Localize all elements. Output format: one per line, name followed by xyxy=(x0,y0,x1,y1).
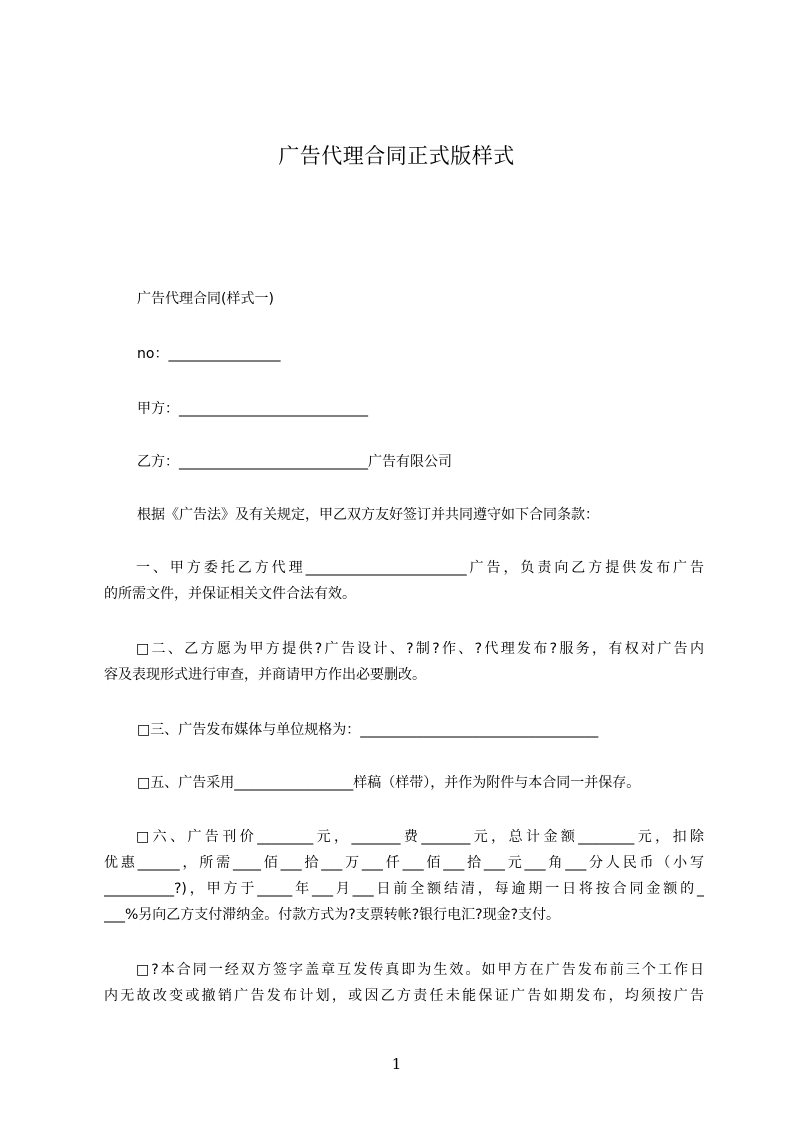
page-title: 广告代理合同正式版样式 xyxy=(278,144,515,168)
page-number: 1 xyxy=(391,1055,402,1073)
clause-6-line-2: 优惠______，所需____佰___拾___万___仟___佰___拾___元___角___分人民币（小写 xyxy=(104,855,704,871)
clause-6-line-1: □六、广告刊价________元，_______费_______元，总计金额________元，扣除 xyxy=(136,829,704,845)
clause-1-line-1: 一、甲方委托乙方代理_______________________广告，负责向乙方提供发布广告 xyxy=(136,560,704,576)
clause-6-line-4: ___%另向乙方支付滞纳金。付款方式为?支票转帐?银行电汇?现金?支付。 xyxy=(104,907,561,923)
party-b-line: 乙方：___________________________广告有限公司 xyxy=(137,454,452,470)
contract-subtitle: 广告代理合同(样式一) xyxy=(137,291,274,307)
clause-2-line-2: 容及表现形式进行审查，并商请甲方作出必要删改。 xyxy=(104,667,426,683)
clause-1 xyxy=(104,555,704,607)
clause-6-line-3: __________?)，甲方于_____年___月___日前全额结清，每逾期一日将按合同金额的_ xyxy=(104,881,704,897)
clause-2-line-1: □二、乙方愿为甲方提供?广告设计、?制?作、?代理发布?服务，有权对广告内 xyxy=(136,641,704,657)
intro-paragraph: 根据《广告法》及有关规定，甲乙双方友好签订并共同遵守如下合同条款： xyxy=(137,507,599,523)
clause-7 xyxy=(104,957,704,1009)
clause-7-line-2: 内无故改变或撤销广告发布计划，或因乙方责任未能保证广告如期发布，均须按广告 xyxy=(104,988,704,1004)
clause-5: □五、广告采用_________________样稿（样带），并作为附件与本合同一并保存。 xyxy=(137,775,641,791)
clause-3: □三、广告发布媒体与单位规格为：__________________________________ xyxy=(137,722,599,738)
clause-7-line-1: □?本合同一经双方签字盖章互发传真即为生效。如甲方在广告发布前三个工作日 xyxy=(136,962,704,978)
contract-number-line: no：________________ xyxy=(137,346,281,362)
clause-6 xyxy=(104,824,704,928)
clause-1-line-2: 的所需文件，并保证相关文件合法有效。 xyxy=(104,586,356,602)
clause-2 xyxy=(104,636,704,688)
party-a-line: 甲方：___________________________ xyxy=(137,401,368,417)
